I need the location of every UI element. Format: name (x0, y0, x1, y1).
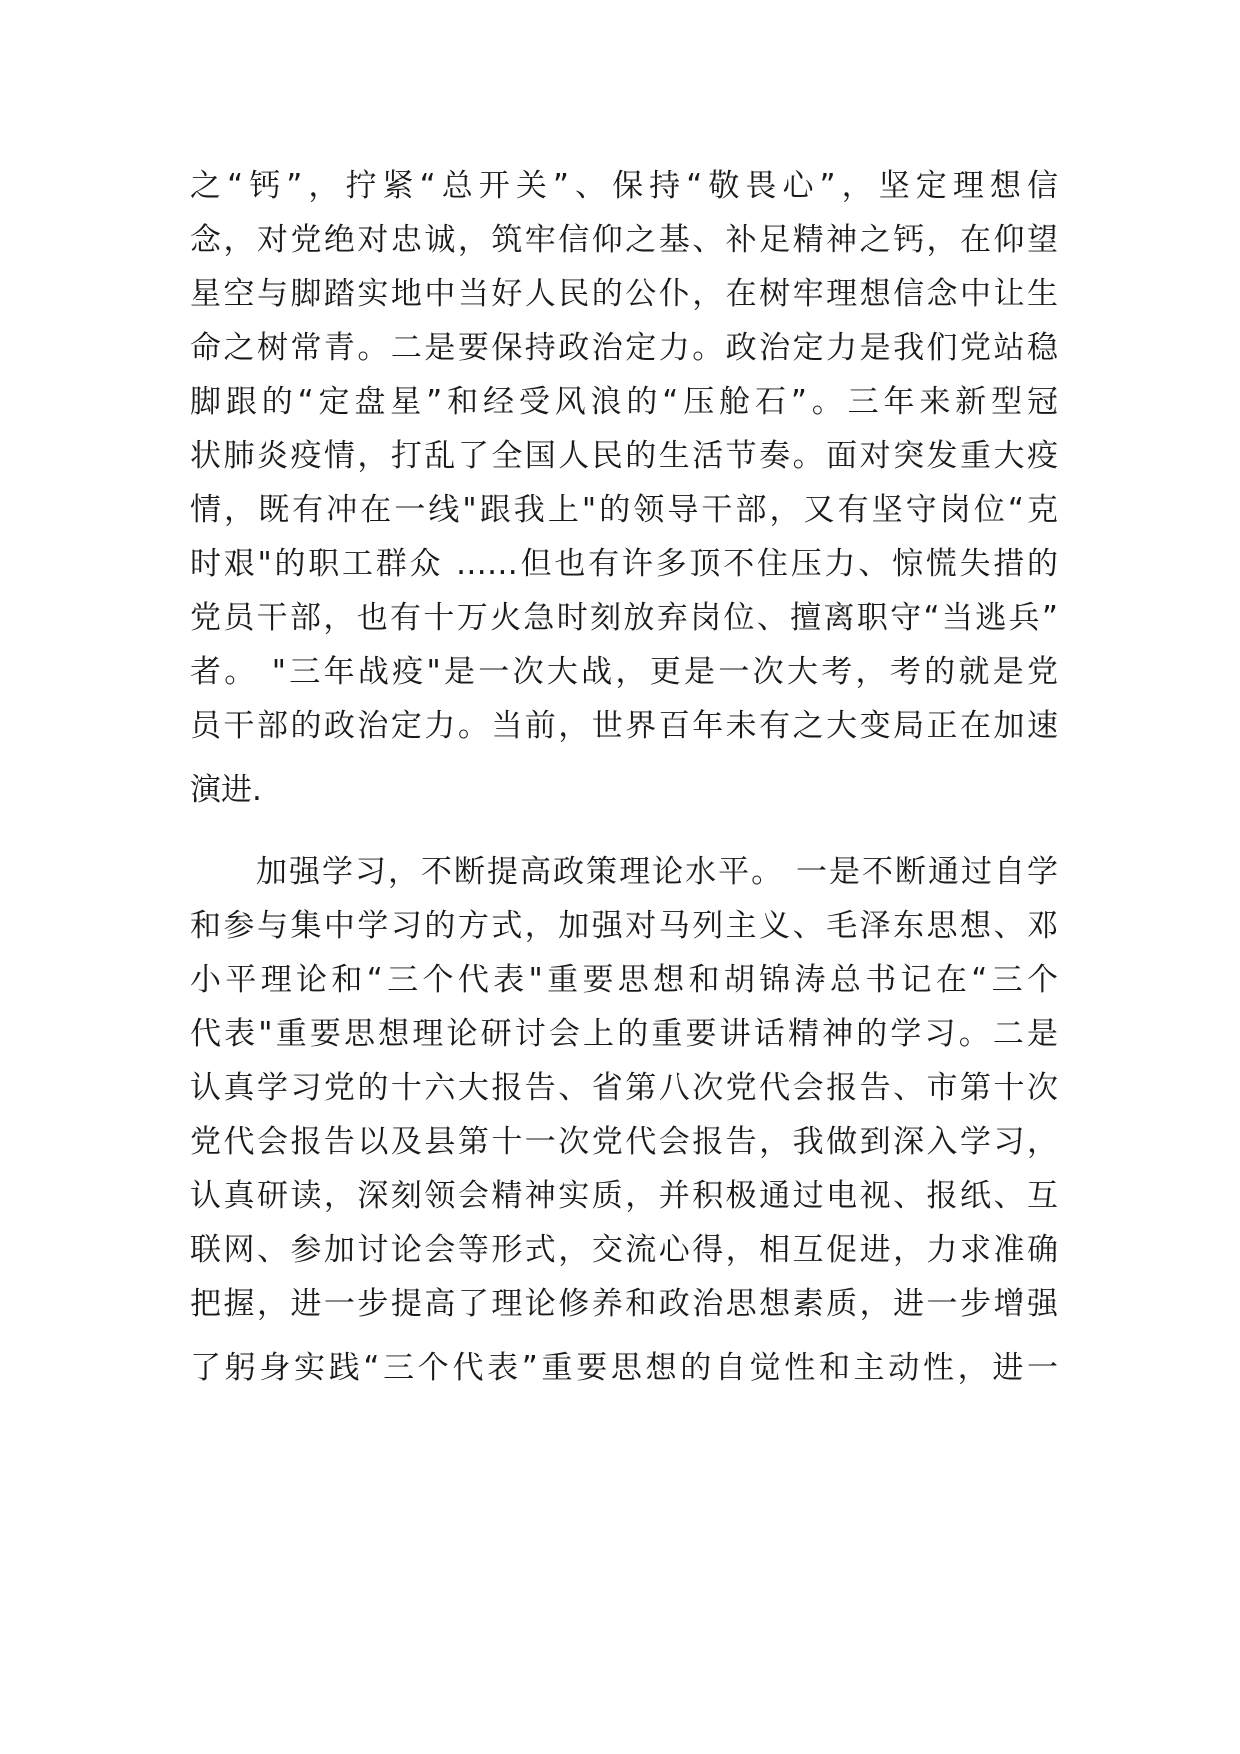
text-line: 认真学习党的十六大报告、省第八次党代会报告、市第十次 (190, 1070, 1058, 1106)
text-line: 党代会报告以及县第十一次党代会报告，我做到深入学习， (190, 1124, 1058, 1160)
text-line: 员干部的政治定力。当前，世界百年未有之大变局正在加速 (190, 708, 1058, 744)
text-line: 认真研读，深刻领会精神实质，并积极通过电视、报纸、互 (190, 1178, 1058, 1214)
text-line: 党员干部，也有十万火急时刻放弃岗位、擅离职守“当逃兵” (190, 600, 1058, 636)
text-line: 之“钙”，拧紧“总开关”、保持“敬畏心”，坚定理想信 (190, 168, 1058, 204)
paragraph-start-line: 加强学习，不断提高政策理论水平。 一是不断通过自学 (256, 854, 1058, 890)
text-line: 星空与脚踏实地中当好人民的公仆，在树牢理想信念中让生 (190, 276, 1058, 312)
text-line: 和参与集中学习的方式，加强对马列主义、毛泽东思想、邓 (190, 908, 1058, 944)
text-line: 者。 "三年战疫"是一次大战，更是一次大考，考的就是党 (190, 654, 1058, 690)
text-line: 联网、参加讨论会等形式，交流心得，相互促进，力求准确 (190, 1232, 1058, 1268)
text-line: 把握，进一步提高了理论修养和政治思想素质，进一步增强 (190, 1286, 1058, 1322)
text-line: 命之树常青。二是要保持政治定力。政治定力是我们党站稳 (190, 330, 1058, 366)
text-line: 状肺炎疫情，打乱了全国人民的生活节奏。面对突发重大疫 (190, 438, 1058, 474)
text-line: 演进. (190, 772, 262, 808)
text-line: 脚跟的“定盘星”和经受风浪的“压舱石”。三年来新型冠 (190, 384, 1058, 420)
text-line: 小平理论和“三个代表"重要思想和胡锦涛总书记在“三个 (190, 962, 1058, 998)
text-line: 情，既有冲在一线"跟我上"的领导干部，又有坚守岗位“克 (190, 492, 1058, 528)
text-line: 时艰"的职工群众 ……但也有许多顶不住压力、惊慌失措的 (190, 546, 1058, 582)
text-line: 了躬身实践“三个代表”重要思想的自觉性和主动性，进一 (190, 1350, 1058, 1386)
text-line: 念，对党绝对忠诚，筑牢信仰之基、补足精神之钙，在仰望 (190, 222, 1058, 258)
text-line: 代表"重要思想理论研讨会上的重要讲话精神的学习。二是 (190, 1016, 1058, 1052)
